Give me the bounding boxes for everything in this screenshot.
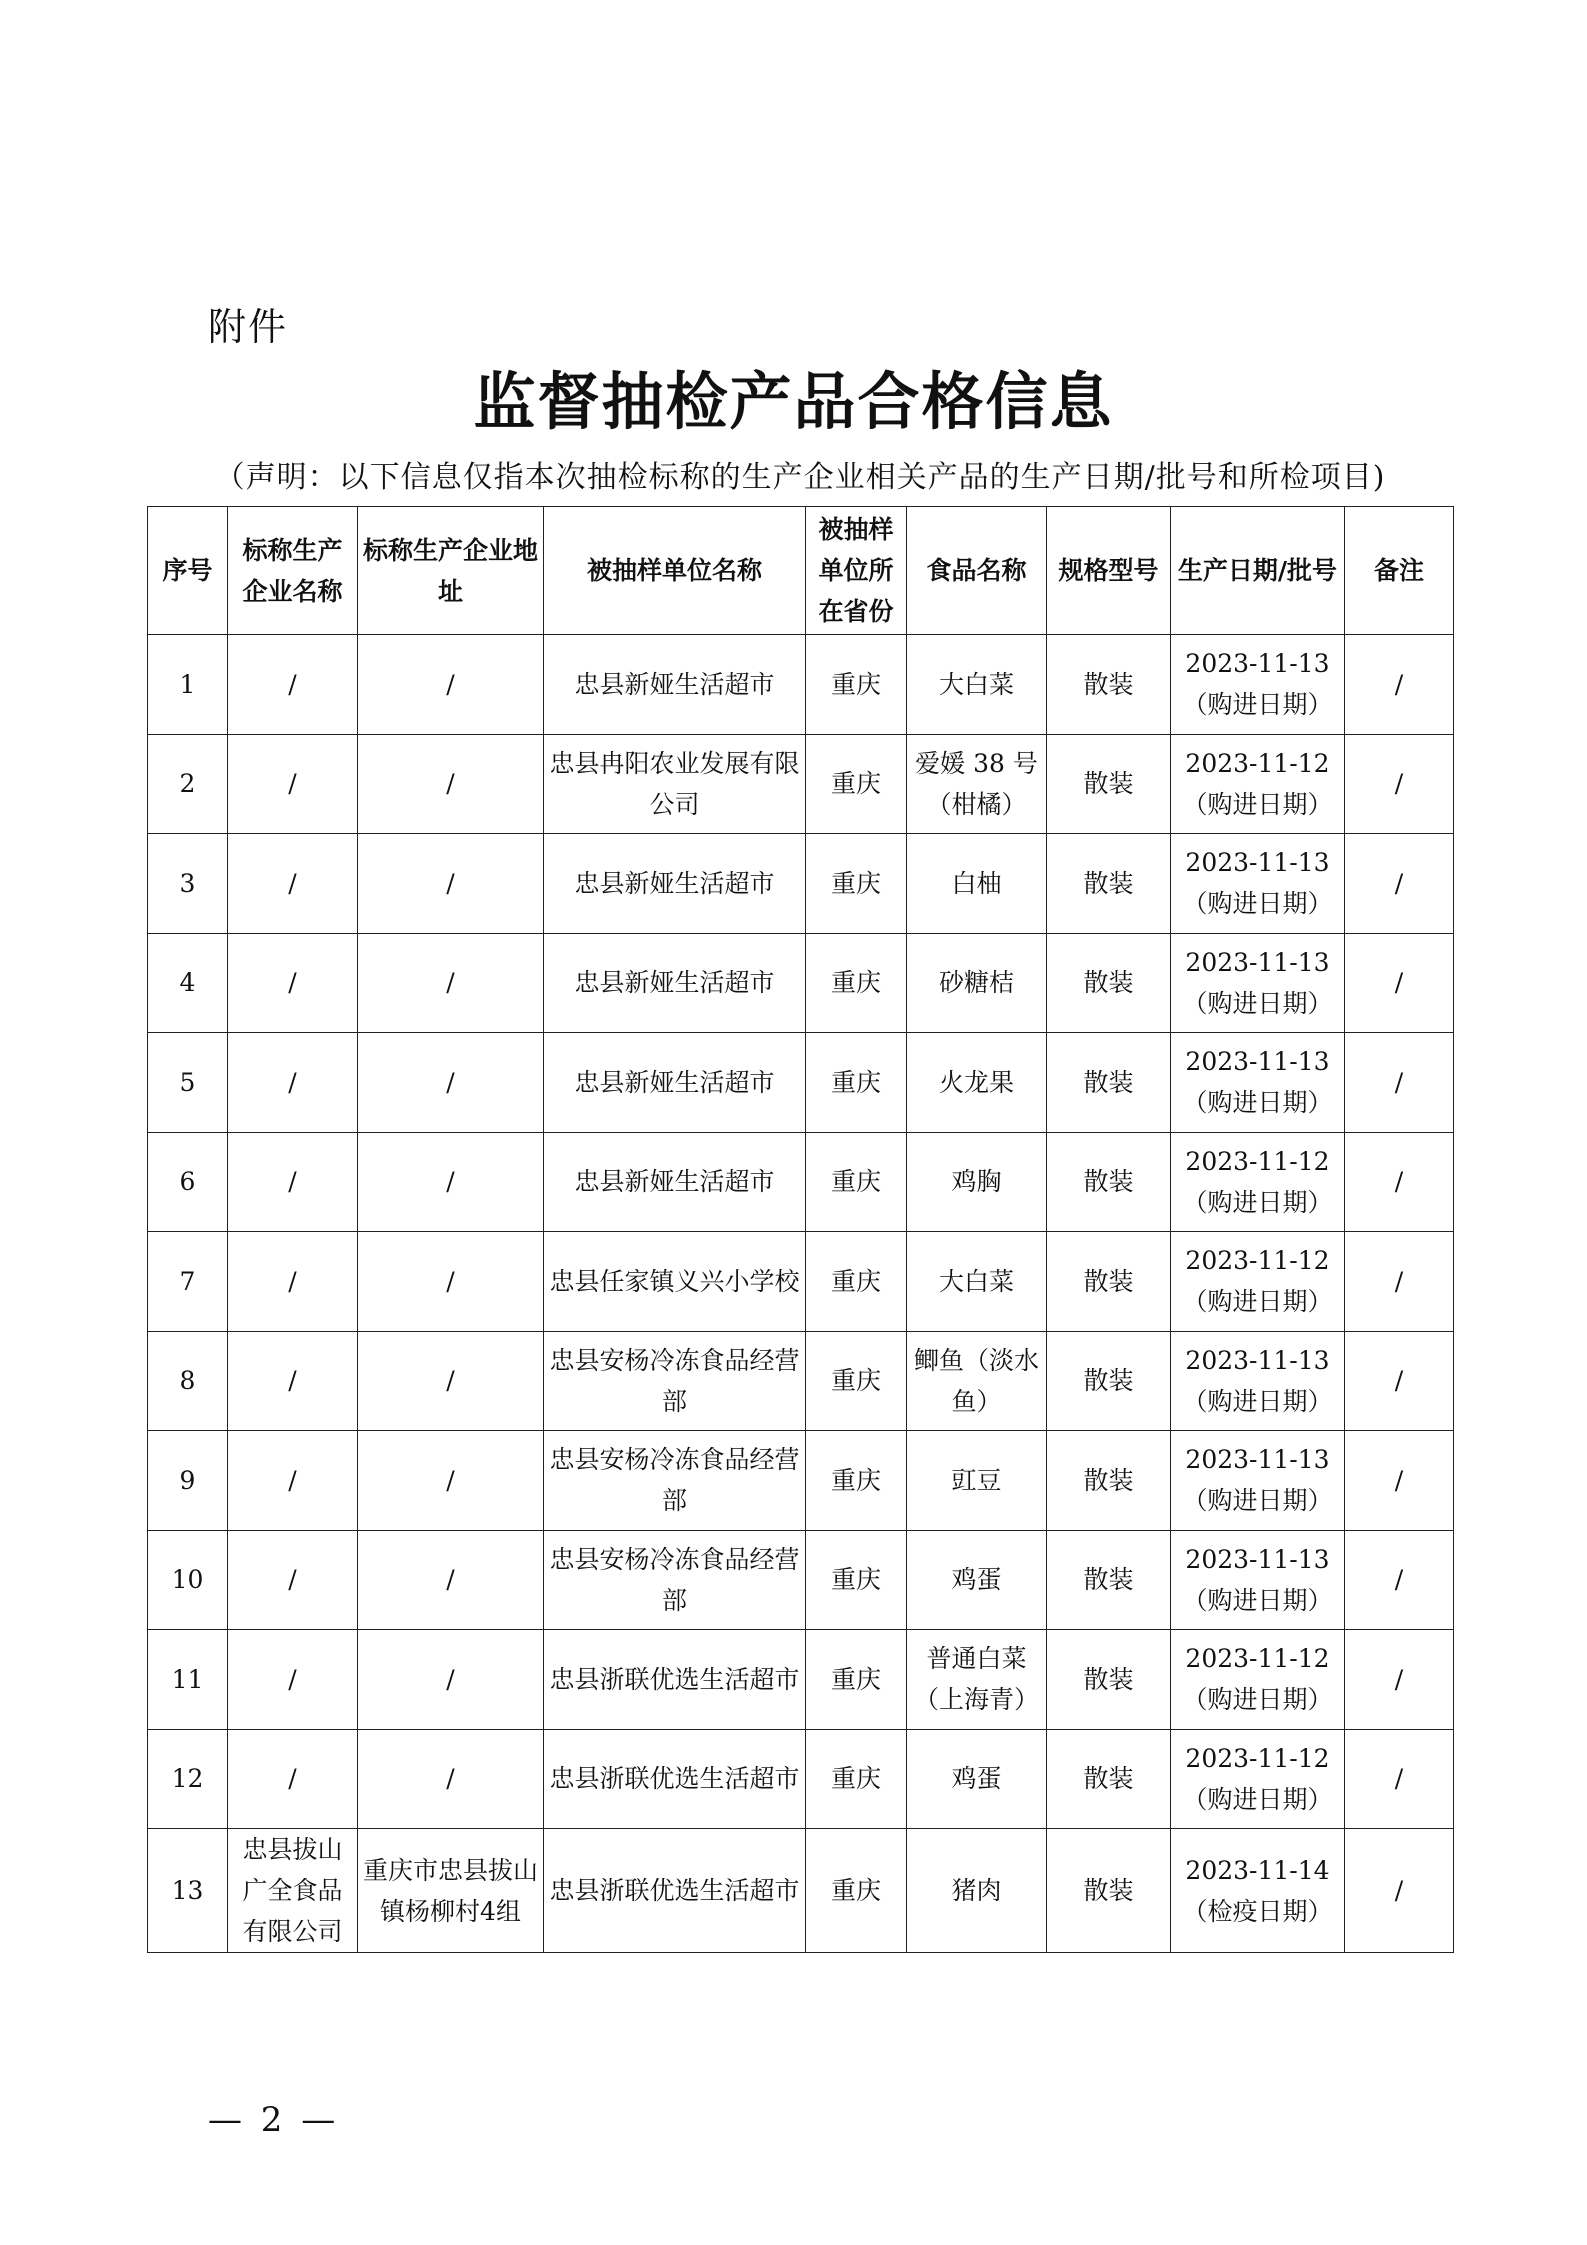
province-cell: 重庆: [806, 1033, 907, 1133]
remark-cell: /: [1345, 1033, 1454, 1133]
province-cell: 重庆: [806, 1829, 907, 1953]
sampled-unit-cell: 忠县新娅生活超市: [544, 1033, 806, 1133]
remark-cell: /: [1345, 933, 1454, 1033]
maker-name-cell: /: [228, 1729, 358, 1829]
header-cell: 备注: [1345, 507, 1454, 635]
date-value: 2023-11-12: [1185, 748, 1330, 778]
date-type-note: （购进日期）: [1182, 1585, 1333, 1615]
table-row: [148, 1630, 1454, 1730]
food-name-cell: 鸡蛋: [907, 1729, 1047, 1829]
maker-name-cell: /: [228, 1033, 358, 1133]
food-name-cell: 大白菜: [907, 635, 1047, 735]
food-name-cell: 普通白菜（上海青）: [907, 1630, 1047, 1730]
header-cell: 生产日期/批号: [1171, 507, 1345, 635]
remark-cell: /: [1345, 834, 1454, 934]
row-number-cell: 2: [148, 734, 228, 834]
spec-cell: 散装: [1047, 1729, 1171, 1829]
sampled-unit-cell: 忠县安杨冷冻食品经营部: [544, 1331, 806, 1431]
maker-name-cell: /: [228, 1630, 358, 1730]
row-number-cell: 1: [148, 635, 228, 735]
maker-name-cell: /: [228, 734, 358, 834]
maker-name-cell: /: [228, 1530, 358, 1630]
maker-name-cell: /: [228, 834, 358, 934]
date-cell: [1171, 834, 1345, 934]
date-value: 2023-11-13: [1185, 1445, 1330, 1475]
province-cell: 重庆: [806, 1431, 907, 1531]
maker-name-cell: /: [228, 933, 358, 1033]
spec-cell: 散装: [1047, 933, 1171, 1033]
date-type-note: （购进日期）: [1182, 1287, 1333, 1317]
date-type-note: （购进日期）: [1182, 889, 1333, 919]
spec-cell: 散装: [1047, 635, 1171, 735]
date-cell: [1171, 1232, 1345, 1332]
date-value: 2023-11-13: [1185, 1047, 1330, 1077]
table-row: [148, 1232, 1454, 1332]
remark-cell: /: [1345, 635, 1454, 735]
row-number-cell: 5: [148, 1033, 228, 1133]
maker-address-cell: /: [358, 635, 544, 735]
row-number-cell: 8: [148, 1331, 228, 1431]
sampled-unit-cell: 忠县冉阳农业发展有限公司: [544, 734, 806, 834]
maker-name-cell: /: [228, 635, 358, 735]
province-cell: 重庆: [806, 635, 907, 735]
table-row: [148, 1530, 1454, 1630]
row-number-cell: 11: [148, 1630, 228, 1730]
province-cell: 重庆: [806, 1729, 907, 1829]
date-type-note: （购进日期）: [1182, 1088, 1333, 1118]
date-type-note: （购进日期）: [1182, 1386, 1333, 1416]
table-row: [148, 734, 1454, 834]
maker-address-cell: /: [358, 1331, 544, 1431]
maker-name-cell: 忠县拔山广全食品有限公司: [228, 1829, 358, 1953]
date-value: 2023-11-12: [1185, 1246, 1330, 1276]
food-name-cell: 火龙果: [907, 1033, 1047, 1133]
attachment-label: 附件: [208, 305, 289, 349]
remark-cell: /: [1345, 1232, 1454, 1332]
sampled-unit-cell: 忠县新娅生活超市: [544, 1132, 806, 1232]
sampled-unit-cell: 忠县新娅生活超市: [544, 933, 806, 1033]
date-cell: [1171, 933, 1345, 1033]
header-cell: 标称生产企业名称: [228, 507, 358, 635]
spec-cell: 散装: [1047, 1132, 1171, 1232]
spec-cell: 散装: [1047, 734, 1171, 834]
date-value: 2023-11-12: [1185, 1743, 1330, 1773]
date-cell: [1171, 1829, 1345, 1953]
table-row: [148, 1829, 1454, 1953]
sampled-unit-cell: 忠县浙联优选生活超市: [544, 1729, 806, 1829]
date-value: 2023-11-14: [1185, 1855, 1330, 1885]
date-value: 2023-11-13: [1185, 649, 1330, 679]
sampled-unit-cell: 忠县新娅生活超市: [544, 834, 806, 934]
date-cell: [1171, 1630, 1345, 1730]
province-cell: 重庆: [806, 1630, 907, 1730]
province-cell: 重庆: [806, 1132, 907, 1232]
table-row: [148, 1729, 1454, 1829]
date-value: 2023-11-13: [1185, 1544, 1330, 1574]
province-cell: 重庆: [806, 1232, 907, 1332]
province-cell: 重庆: [806, 1331, 907, 1431]
sampled-unit-cell: 忠县新娅生活超市: [544, 635, 806, 735]
table-row: [148, 1431, 1454, 1531]
date-type-note: （购进日期）: [1182, 1187, 1333, 1217]
maker-address-cell: 重庆市忠县拔山镇杨柳村4组: [358, 1829, 544, 1953]
spec-cell: 散装: [1047, 1630, 1171, 1730]
food-name-cell: 大白菜: [907, 1232, 1047, 1332]
page-number: — 2 —: [208, 2100, 340, 2140]
spec-cell: 散装: [1047, 1331, 1171, 1431]
table-row: [148, 834, 1454, 934]
remark-cell: /: [1345, 1132, 1454, 1232]
spec-cell: 散装: [1047, 1232, 1171, 1332]
spec-cell: 散装: [1047, 1829, 1171, 1953]
date-value: 2023-11-12: [1185, 1644, 1330, 1674]
food-name-cell: 鲫鱼（淡水鱼）: [907, 1331, 1047, 1431]
province-cell: 重庆: [806, 734, 907, 834]
remark-cell: /: [1345, 1829, 1454, 1953]
table-header-row: [148, 507, 1454, 635]
remark-cell: /: [1345, 734, 1454, 834]
table-row: [148, 1033, 1454, 1133]
date-cell: [1171, 635, 1345, 735]
sampled-unit-cell: 忠县浙联优选生活超市: [544, 1630, 806, 1730]
food-name-cell: 爱媛 38 号（柑橘）: [907, 734, 1047, 834]
food-name-cell: 白柚: [907, 834, 1047, 934]
date-cell: [1171, 734, 1345, 834]
header-cell: 食品名称: [907, 507, 1047, 635]
remark-cell: /: [1345, 1729, 1454, 1829]
sampled-unit-cell: 忠县浙联优选生活超市: [544, 1829, 806, 1953]
header-cell: 序号: [148, 507, 228, 635]
date-value: 2023-11-13: [1185, 848, 1330, 878]
date-type-note: （购进日期）: [1182, 1685, 1333, 1715]
maker-address-cell: /: [358, 933, 544, 1033]
date-value: 2023-11-12: [1185, 1146, 1330, 1176]
date-type-note: （购进日期）: [1182, 690, 1333, 720]
spec-cell: 散装: [1047, 834, 1171, 934]
header-cell: 被抽样单位名称: [544, 507, 806, 635]
maker-name-cell: /: [228, 1431, 358, 1531]
food-name-cell: 砂糖桔: [907, 933, 1047, 1033]
table-row: [148, 635, 1454, 735]
remark-cell: /: [1345, 1331, 1454, 1431]
row-number-cell: 4: [148, 933, 228, 1033]
maker-address-cell: /: [358, 1530, 544, 1630]
maker-address-cell: /: [358, 1630, 544, 1730]
row-number-cell: 3: [148, 834, 228, 934]
food-name-cell: 鸡蛋: [907, 1530, 1047, 1630]
date-type-note: （购进日期）: [1182, 1784, 1333, 1814]
row-number-cell: 9: [148, 1431, 228, 1531]
spec-cell: 散装: [1047, 1033, 1171, 1133]
header-cell: 标称生产企业地址: [358, 507, 544, 635]
date-cell: [1171, 1331, 1345, 1431]
date-type-note: （检疫日期）: [1182, 1896, 1333, 1926]
date-type-note: （购进日期）: [1182, 789, 1333, 819]
date-cell: [1171, 1530, 1345, 1630]
province-cell: 重庆: [806, 933, 907, 1033]
maker-address-cell: /: [358, 1232, 544, 1332]
remark-cell: /: [1345, 1530, 1454, 1630]
date-value: 2023-11-13: [1185, 947, 1330, 977]
statement-note: （声明：以下信息仅指本次抽检标称的生产企业相关产品的生产日期/批号和所检项目): [214, 460, 1386, 495]
date-type-note: （购进日期）: [1182, 988, 1333, 1018]
table-body: [148, 635, 1454, 1953]
header-cell: 被抽样单位所在省份: [806, 507, 907, 635]
sampled-unit-cell: 忠县安杨冷冻食品经营部: [544, 1431, 806, 1531]
maker-address-cell: /: [358, 1033, 544, 1133]
remark-cell: /: [1345, 1630, 1454, 1730]
maker-name-cell: /: [228, 1132, 358, 1232]
maker-address-cell: /: [358, 734, 544, 834]
food-name-cell: 鸡胸: [907, 1132, 1047, 1232]
remark-cell: /: [1345, 1431, 1454, 1531]
sampled-unit-cell: 忠县任家镇义兴小学校: [544, 1232, 806, 1332]
date-value: 2023-11-13: [1185, 1345, 1330, 1375]
maker-name-cell: /: [228, 1331, 358, 1431]
table-row: [148, 933, 1454, 1033]
date-cell: [1171, 1729, 1345, 1829]
maker-address-cell: /: [358, 1132, 544, 1232]
maker-address-cell: /: [358, 834, 544, 934]
province-cell: 重庆: [806, 834, 907, 934]
province-cell: 重庆: [806, 1530, 907, 1630]
food-name-cell: 豇豆: [907, 1431, 1047, 1531]
date-cell: [1171, 1033, 1345, 1133]
date-cell: [1171, 1132, 1345, 1232]
spec-cell: 散装: [1047, 1431, 1171, 1531]
table-row: [148, 1331, 1454, 1431]
spec-cell: 散装: [1047, 1530, 1171, 1630]
date-type-note: （购进日期）: [1182, 1486, 1333, 1516]
page-title: 监督抽检产品合格信息: [473, 365, 1114, 438]
row-number-cell: 6: [148, 1132, 228, 1232]
row-number-cell: 10: [148, 1530, 228, 1630]
inspection-table: [147, 506, 1454, 1953]
row-number-cell: 7: [148, 1232, 228, 1332]
row-number-cell: 12: [148, 1729, 228, 1829]
maker-name-cell: /: [228, 1232, 358, 1332]
table-row: [148, 1132, 1454, 1232]
header-cell: 规格型号: [1047, 507, 1171, 635]
maker-address-cell: /: [358, 1431, 544, 1531]
food-name-cell: 猪肉: [907, 1829, 1047, 1953]
date-cell: [1171, 1431, 1345, 1531]
row-number-cell: 13: [148, 1829, 228, 1953]
maker-address-cell: /: [358, 1729, 544, 1829]
sampled-unit-cell: 忠县安杨冷冻食品经营部: [544, 1530, 806, 1630]
